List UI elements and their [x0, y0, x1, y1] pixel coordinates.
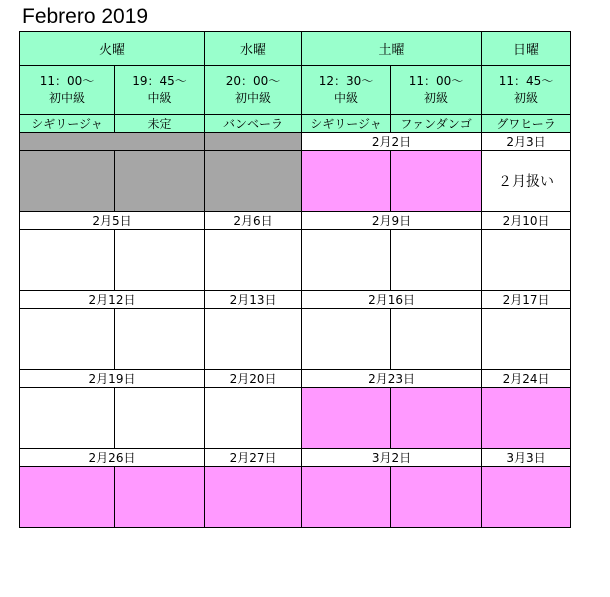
class-style: ファンダンゴ [391, 115, 482, 133]
date-label: 2月23日 [302, 370, 482, 388]
date-label: 2月20日 [205, 370, 302, 388]
schedule-cell[interactable] [391, 388, 482, 449]
class-time: 19：45～ [132, 74, 187, 88]
class-time-cell [391, 66, 482, 115]
date-label: 3月2日 [302, 449, 482, 467]
class-time-cell [205, 66, 302, 115]
schedule-cell[interactable] [302, 230, 391, 291]
date-label: 2月24日 [482, 370, 571, 388]
schedule-cell[interactable] [391, 151, 482, 212]
class-level: 初級 [424, 91, 449, 105]
schedule-cell[interactable] [205, 151, 302, 212]
class-time-cell [115, 66, 205, 115]
class-level: 初中級 [48, 91, 85, 105]
class-time: 11：00～ [39, 74, 95, 88]
date-label: 2月6日 [205, 212, 302, 230]
class-style: シギリージャ [302, 115, 391, 133]
date-label: 2月12日 [20, 291, 205, 309]
class-style: グワヒーラ [482, 115, 571, 133]
date-label [205, 133, 302, 151]
class-level: 中級 [147, 91, 172, 105]
class-time-cell [20, 66, 115, 115]
class-level: 初級 [514, 91, 539, 105]
schedule-table [19, 31, 571, 528]
class-style: バンベーラ [205, 115, 302, 133]
date-label: 2月27日 [205, 449, 302, 467]
class-style: 未定 [115, 115, 205, 133]
date-label [20, 133, 205, 151]
schedule-cell[interactable]: ２月扱い [482, 151, 571, 212]
day-header-saturday: 土曜 [302, 32, 482, 66]
date-label: 2月16日 [302, 291, 482, 309]
schedule-cell[interactable] [482, 309, 571, 370]
schedule-cell[interactable] [391, 467, 482, 528]
class-time-cell [302, 66, 391, 115]
date-label: 2月13日 [205, 291, 302, 309]
schedule-cell[interactable] [205, 230, 302, 291]
class-level: 初中級 [235, 91, 272, 105]
schedule-cell[interactable] [482, 467, 571, 528]
schedule-cell[interactable] [20, 230, 115, 291]
date-label: 2月2日 [302, 133, 482, 151]
day-header-sunday: 日曜 [482, 32, 571, 66]
schedule-cell[interactable] [391, 230, 482, 291]
class-level: 中級 [334, 91, 359, 105]
date-label: 2月10日 [482, 212, 571, 230]
class-time: 11：00～ [408, 74, 464, 88]
schedule-cell[interactable] [205, 388, 302, 449]
class-time: 20：00～ [225, 74, 281, 88]
schedule-cell[interactable] [115, 388, 205, 449]
date-label: 2月3日 [482, 133, 571, 151]
day-header-wednesday: 水曜 [205, 32, 302, 66]
date-label: 2月9日 [302, 212, 482, 230]
schedule-cell[interactable] [205, 309, 302, 370]
schedule-cell[interactable] [302, 467, 391, 528]
schedule-cell[interactable] [302, 309, 391, 370]
schedule-cell[interactable] [20, 388, 115, 449]
class-time-cell [482, 66, 571, 115]
date-label: 2月5日 [20, 212, 205, 230]
schedule-cell[interactable] [115, 151, 205, 212]
schedule-cell[interactable] [20, 151, 115, 212]
schedule-cell[interactable] [115, 309, 205, 370]
page-title: Febrero 2019 [22, 5, 149, 28]
schedule-cell[interactable] [205, 467, 302, 528]
date-label: 2月17日 [482, 291, 571, 309]
schedule-cell[interactable] [20, 309, 115, 370]
schedule-cell[interactable] [482, 388, 571, 449]
schedule-cell[interactable] [20, 467, 115, 528]
schedule-cell[interactable] [391, 309, 482, 370]
day-header-tuesday: 火曜 [20, 32, 205, 66]
class-time: 11：45～ [498, 74, 554, 88]
class-time: 12：30～ [318, 74, 374, 88]
schedule-cell[interactable] [302, 151, 391, 212]
date-label: 2月19日 [20, 370, 205, 388]
date-label: 2月26日 [20, 449, 205, 467]
class-style: シギリージャ [20, 115, 115, 133]
schedule-cell[interactable] [115, 467, 205, 528]
schedule-cell[interactable] [482, 230, 571, 291]
schedule-cell[interactable] [115, 230, 205, 291]
schedule-cell[interactable] [302, 388, 391, 449]
date-label: 3月3日 [482, 449, 571, 467]
